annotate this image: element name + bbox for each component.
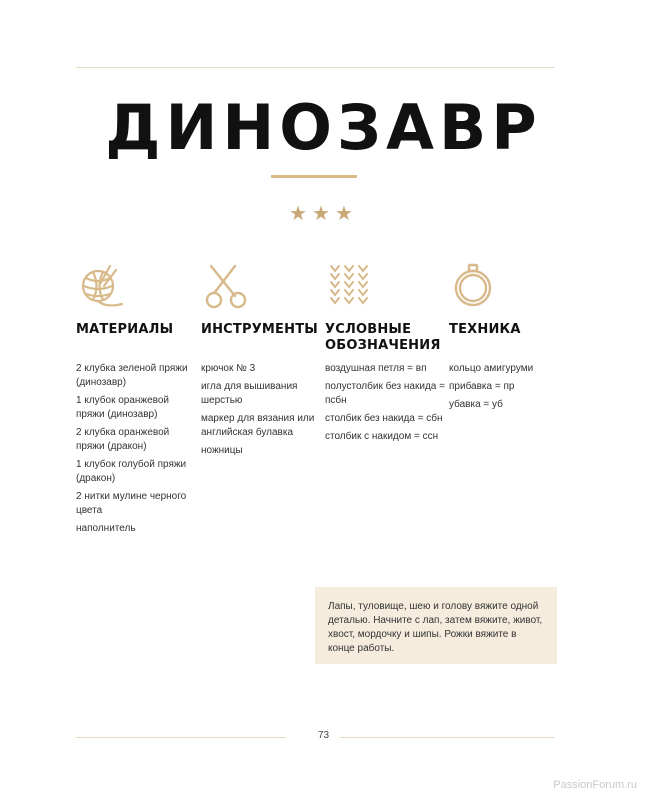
technique-section bbox=[449, 262, 567, 410]
list-item: 2 клубка оранжевой пряжи (дракон) bbox=[76, 427, 170, 452]
tools-list bbox=[201, 362, 321, 462]
list-item: столбик без накида = сбн bbox=[325, 413, 443, 424]
knit-pattern-icon bbox=[325, 262, 377, 314]
materials-section bbox=[76, 262, 194, 534]
list-item: 2 нитки мулине черного цвета bbox=[76, 491, 187, 516]
watermark: PassionForum.ru bbox=[553, 779, 637, 791]
yarn-ball-icon bbox=[76, 262, 128, 314]
materials-heading: МАТЕРИАЛЫ bbox=[76, 322, 174, 337]
instruction-note: Лапы, туловище, шею и голову вяжите одной деталью. Начните с лап, затем вяжите, живот, хвост, мордочку и шипы. Рожки вяжите в конце работы. bbox=[315, 587, 557, 664]
list-item: 1 клубок голубой пряжи (дракон) bbox=[76, 459, 187, 484]
list-item: убавка = уб bbox=[449, 399, 503, 410]
technique-heading: ТЕХНИКА bbox=[449, 322, 521, 337]
tools-heading: ИНСТРУМЕНТЫ bbox=[201, 322, 318, 337]
materials-list bbox=[76, 362, 196, 540]
list-item: ножницы bbox=[201, 445, 243, 456]
list-item: игла для вышивания шерстью bbox=[201, 381, 298, 406]
list-item: наполнитель bbox=[76, 523, 136, 534]
scissors-icon bbox=[201, 262, 253, 314]
title-underline bbox=[271, 175, 357, 178]
symbols-section bbox=[325, 262, 445, 442]
technique-list bbox=[449, 362, 569, 416]
list-item: крючок № 3 bbox=[201, 363, 256, 374]
footer-divider-right bbox=[340, 737, 555, 738]
page-title: ДИНОЗАВР bbox=[105, 91, 542, 164]
list-item: воздушная петля = вп bbox=[325, 363, 427, 374]
page-number: 73 bbox=[317, 730, 330, 741]
list-item: 1 клубок оранжевой пряжи (динозавр) bbox=[76, 395, 170, 420]
symbols-list bbox=[325, 362, 445, 448]
difficulty-stars: ★★★ bbox=[289, 201, 358, 225]
list-item: кольцо амигуруми bbox=[449, 363, 534, 374]
list-item: 2 клубка зеленой пряжи (динозавр) bbox=[76, 363, 188, 388]
list-item: маркер для вязания или английская булавка bbox=[201, 413, 315, 438]
top-divider bbox=[76, 67, 555, 68]
symbols-heading: УСЛОВНЫЕ ОБОЗНАЧЕНИЯ bbox=[325, 322, 441, 353]
tools-section bbox=[201, 262, 319, 456]
list-item: полустолбик без накида = псбн bbox=[325, 381, 445, 406]
list-item: столбик с накидом = ссн bbox=[325, 431, 439, 442]
embroidery-hoop-icon bbox=[449, 262, 501, 314]
list-item: прибавка = пр bbox=[449, 381, 515, 392]
